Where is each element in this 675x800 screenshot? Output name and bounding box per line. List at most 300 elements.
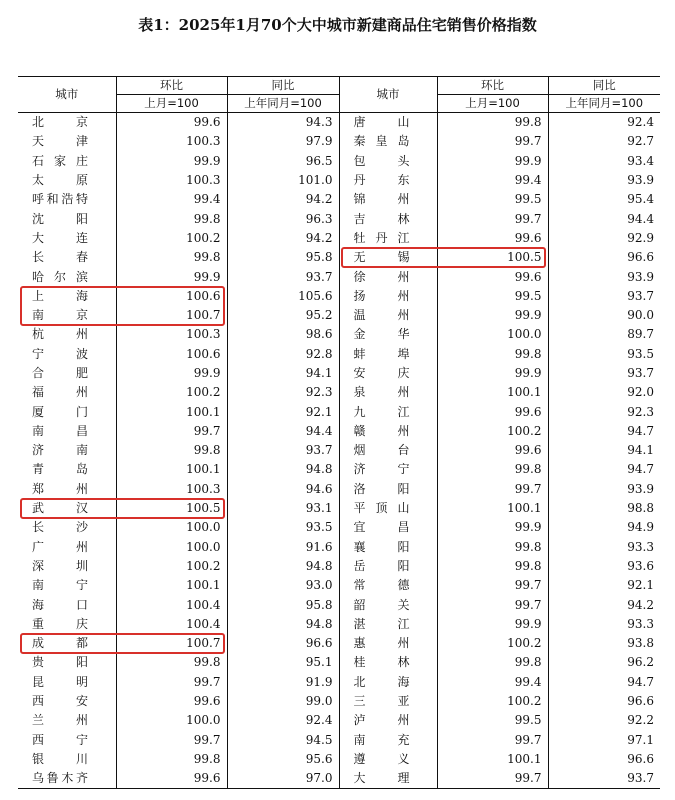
table-row bbox=[18, 615, 660, 634]
mom-right: 99.8 bbox=[437, 460, 548, 479]
mom-right: 99.5 bbox=[437, 711, 548, 730]
yoy-right: 94.4 bbox=[548, 209, 660, 228]
table-row bbox=[18, 209, 660, 228]
yoy-left: 97.9 bbox=[227, 132, 339, 151]
mom-right: 99.9 bbox=[437, 615, 548, 634]
city-right bbox=[339, 480, 437, 499]
city-right bbox=[339, 287, 437, 306]
header-yoy-base-left: 上年同月=100 bbox=[227, 95, 339, 113]
mom-left: 99.6 bbox=[116, 692, 227, 711]
mom-left: 99.8 bbox=[116, 653, 227, 672]
mom-right: 100.1 bbox=[437, 750, 548, 769]
highlight-box bbox=[341, 247, 546, 268]
yoy-left: 94.1 bbox=[227, 364, 339, 383]
city-left bbox=[18, 518, 116, 537]
table-row bbox=[18, 152, 660, 171]
city-right bbox=[339, 345, 437, 364]
city-left bbox=[18, 383, 116, 402]
city-right bbox=[339, 152, 437, 171]
city-left-text: 海口 bbox=[32, 597, 88, 612]
table-row bbox=[18, 673, 660, 692]
city-right bbox=[339, 576, 437, 595]
mom-left: 100.6 bbox=[116, 287, 227, 306]
yoy-right: 92.1 bbox=[548, 576, 660, 595]
mom-left: 99.8 bbox=[116, 441, 227, 460]
city-left-text: 上海 bbox=[32, 288, 88, 303]
yoy-left: 93.5 bbox=[227, 518, 339, 537]
city-left-text: 西安 bbox=[32, 694, 88, 709]
city-right bbox=[339, 441, 437, 460]
yoy-right: 90.0 bbox=[548, 306, 660, 325]
city-right-text: 济宁 bbox=[353, 462, 410, 477]
mom-right: 100.2 bbox=[437, 422, 548, 441]
header-yoy-base-right: 上年同月=100 bbox=[548, 95, 660, 113]
city-left bbox=[18, 557, 116, 576]
city-left-text: 西宁 bbox=[32, 732, 88, 747]
mom-right: 99.8 bbox=[437, 113, 548, 133]
city-right-text: 锦州 bbox=[353, 192, 410, 207]
city-right bbox=[339, 518, 437, 537]
city-left bbox=[18, 267, 116, 286]
yoy-left: 92.8 bbox=[227, 345, 339, 364]
city-right-text: 唐山 bbox=[353, 115, 410, 130]
city-left-text: 宁波 bbox=[32, 346, 88, 361]
mom-left: 99.9 bbox=[116, 152, 227, 171]
city-left bbox=[18, 769, 116, 789]
city-left-text: 银川 bbox=[32, 751, 88, 766]
city-left-text: 天津 bbox=[32, 134, 88, 149]
city-left-text: 南京 bbox=[32, 308, 88, 323]
city-right-text: 烟台 bbox=[353, 443, 410, 458]
city-left bbox=[18, 248, 116, 267]
table-row bbox=[18, 692, 660, 711]
table-row bbox=[18, 595, 660, 614]
city-right-text: 桂林 bbox=[353, 655, 410, 670]
yoy-right: 92.7 bbox=[548, 132, 660, 151]
city-left-text: 厦门 bbox=[32, 404, 88, 419]
city-left bbox=[18, 364, 116, 383]
mom-left: 100.7 bbox=[116, 306, 227, 325]
city-right-text: 无锡 bbox=[353, 250, 410, 265]
table-row bbox=[18, 345, 660, 364]
city-right bbox=[339, 132, 437, 151]
city-right bbox=[339, 190, 437, 209]
mom-right: 99.7 bbox=[437, 209, 548, 228]
table-row bbox=[18, 113, 660, 133]
mom-left: 99.8 bbox=[116, 750, 227, 769]
city-right bbox=[339, 499, 437, 518]
table-row bbox=[18, 480, 660, 499]
yoy-right: 89.7 bbox=[548, 325, 660, 344]
city-right-text: 丹东 bbox=[353, 173, 410, 188]
mom-right: 99.8 bbox=[437, 538, 548, 557]
table-row bbox=[18, 132, 660, 151]
city-left-text: 太原 bbox=[32, 173, 88, 188]
yoy-right: 95.4 bbox=[548, 190, 660, 209]
mom-right: 99.6 bbox=[437, 441, 548, 460]
mom-left: 99.9 bbox=[116, 364, 227, 383]
city-left-text: 成都 bbox=[32, 636, 88, 651]
yoy-right: 93.8 bbox=[548, 634, 660, 653]
city-right-text: 扬州 bbox=[353, 288, 410, 303]
city-right bbox=[339, 615, 437, 634]
mom-right: 99.9 bbox=[437, 518, 548, 537]
city-left bbox=[18, 653, 116, 672]
mom-right: 99.7 bbox=[437, 731, 548, 750]
city-left-text: 昆明 bbox=[32, 674, 88, 689]
city-left-text: 南昌 bbox=[32, 423, 88, 438]
city-right bbox=[339, 229, 437, 248]
yoy-left: 96.6 bbox=[227, 634, 339, 653]
mom-left: 100.1 bbox=[116, 402, 227, 421]
mom-right: 99.7 bbox=[437, 576, 548, 595]
city-right bbox=[339, 306, 437, 325]
yoy-right: 93.4 bbox=[548, 152, 660, 171]
city-right-text: 温州 bbox=[353, 308, 410, 323]
table-row bbox=[18, 653, 660, 672]
mom-left: 99.7 bbox=[116, 422, 227, 441]
city-right-text: 南充 bbox=[353, 732, 410, 747]
yoy-left: 93.1 bbox=[227, 499, 339, 518]
mom-right: 100.1 bbox=[437, 383, 548, 402]
city-left bbox=[18, 576, 116, 595]
city-right bbox=[339, 113, 437, 133]
city-left-text: 兰州 bbox=[32, 713, 88, 728]
city-left-text: 沈阳 bbox=[32, 211, 88, 226]
city-left bbox=[18, 673, 116, 692]
mom-right: 99.4 bbox=[437, 171, 548, 190]
table-body bbox=[18, 113, 660, 789]
mom-left: 100.0 bbox=[116, 518, 227, 537]
mom-right: 99.7 bbox=[437, 769, 548, 789]
price-index-table bbox=[18, 76, 660, 789]
table-row bbox=[18, 750, 660, 769]
city-right-text: 北海 bbox=[353, 674, 410, 689]
city-right-text: 平顶山 bbox=[353, 501, 410, 516]
city-left bbox=[18, 711, 116, 730]
mom-right: 100.2 bbox=[437, 634, 548, 653]
mom-left: 99.8 bbox=[116, 248, 227, 267]
city-left-text: 长春 bbox=[32, 250, 88, 265]
city-right bbox=[339, 460, 437, 479]
city-left-text: 武汉 bbox=[32, 501, 88, 516]
yoy-left: 95.1 bbox=[227, 653, 339, 672]
yoy-left: 92.3 bbox=[227, 383, 339, 402]
table-row bbox=[18, 557, 660, 576]
header-city-right: 城市 bbox=[339, 77, 437, 113]
city-right-text: 吉林 bbox=[353, 211, 410, 226]
city-left bbox=[18, 538, 116, 557]
table-row bbox=[18, 267, 660, 286]
city-left bbox=[18, 441, 116, 460]
mom-right: 99.5 bbox=[437, 287, 548, 306]
mom-left: 100.1 bbox=[116, 460, 227, 479]
mom-left: 99.6 bbox=[116, 769, 227, 789]
city-right bbox=[339, 711, 437, 730]
city-right-text: 九江 bbox=[353, 404, 410, 419]
yoy-right: 93.6 bbox=[548, 557, 660, 576]
city-left-text: 呼和浩特 bbox=[32, 192, 88, 207]
header-mom-base-right: 上月=100 bbox=[437, 95, 548, 113]
city-right bbox=[339, 692, 437, 711]
table-row bbox=[18, 731, 660, 750]
yoy-right: 94.9 bbox=[548, 518, 660, 537]
table-row bbox=[18, 383, 660, 402]
yoy-left: 94.5 bbox=[227, 731, 339, 750]
mom-right: 99.9 bbox=[437, 364, 548, 383]
mom-left: 100.2 bbox=[116, 229, 227, 248]
mom-left: 99.8 bbox=[116, 209, 227, 228]
table-row bbox=[18, 402, 660, 421]
yoy-left: 95.2 bbox=[227, 306, 339, 325]
yoy-right: 93.5 bbox=[548, 345, 660, 364]
mom-left: 100.0 bbox=[116, 538, 227, 557]
city-left-text: 合肥 bbox=[32, 366, 88, 380]
highlight-box bbox=[20, 633, 225, 654]
city-left-text: 青岛 bbox=[32, 462, 88, 477]
city-right-text: 蚌埠 bbox=[353, 346, 410, 361]
mom-right: 99.8 bbox=[437, 557, 548, 576]
city-right bbox=[339, 209, 437, 228]
yoy-right: 94.2 bbox=[548, 595, 660, 614]
yoy-right: 96.6 bbox=[548, 692, 660, 711]
mom-right: 100.2 bbox=[437, 692, 548, 711]
city-left-text: 长沙 bbox=[32, 520, 88, 535]
yoy-right: 93.9 bbox=[548, 267, 660, 286]
header-yoy-left: 同比 bbox=[227, 77, 339, 95]
yoy-left: 94.4 bbox=[227, 422, 339, 441]
yoy-left: 92.4 bbox=[227, 711, 339, 730]
yoy-right: 92.3 bbox=[548, 402, 660, 421]
yoy-left: 96.5 bbox=[227, 152, 339, 171]
city-left-text: 深圳 bbox=[32, 558, 88, 573]
city-left bbox=[18, 402, 116, 421]
mom-right: 99.7 bbox=[437, 132, 548, 151]
city-right-text: 韶关 bbox=[353, 597, 410, 612]
city-right bbox=[339, 731, 437, 750]
table-row bbox=[18, 190, 660, 209]
city-left bbox=[18, 750, 116, 769]
yoy-left: 91.6 bbox=[227, 538, 339, 557]
mom-left: 100.0 bbox=[116, 711, 227, 730]
city-right-text: 岳阳 bbox=[353, 558, 410, 573]
city-left-text: 南宁 bbox=[32, 578, 88, 593]
yoy-right: 96.6 bbox=[548, 750, 660, 769]
yoy-right: 97.1 bbox=[548, 731, 660, 750]
city-right-text: 遵义 bbox=[353, 751, 410, 766]
city-left bbox=[18, 595, 116, 614]
table-row bbox=[18, 460, 660, 479]
table-row bbox=[18, 769, 660, 789]
yoy-right: 98.8 bbox=[548, 499, 660, 518]
mom-right: 100.0 bbox=[437, 325, 548, 344]
city-left-text: 哈尔滨 bbox=[32, 269, 88, 284]
yoy-left: 94.8 bbox=[227, 615, 339, 634]
yoy-left: 97.0 bbox=[227, 769, 339, 789]
highlight-box bbox=[20, 498, 225, 519]
city-right bbox=[339, 750, 437, 769]
mom-left: 100.3 bbox=[116, 132, 227, 151]
city-right bbox=[339, 653, 437, 672]
city-left bbox=[18, 345, 116, 364]
yoy-left: 94.2 bbox=[227, 190, 339, 209]
yoy-right: 92.9 bbox=[548, 229, 660, 248]
mom-left: 100.2 bbox=[116, 383, 227, 402]
table-row bbox=[18, 441, 660, 460]
city-right-text: 金华 bbox=[353, 327, 410, 342]
table-row bbox=[18, 518, 660, 537]
highlight-box bbox=[20, 286, 225, 327]
yoy-left: 94.2 bbox=[227, 229, 339, 248]
city-left bbox=[18, 190, 116, 209]
city-right bbox=[339, 171, 437, 190]
city-right-text: 洛阳 bbox=[353, 481, 410, 496]
city-left-text: 济南 bbox=[32, 443, 88, 458]
mom-right: 99.4 bbox=[437, 673, 548, 692]
table-title: 表1：2025年1月70个大中城市新建商品住宅销售价格指数 bbox=[138, 16, 537, 34]
header-mom-left: 环比 bbox=[116, 77, 227, 95]
yoy-left: 92.1 bbox=[227, 402, 339, 421]
yoy-right: 94.1 bbox=[548, 441, 660, 460]
city-left-text: 大连 bbox=[32, 230, 88, 245]
yoy-right: 92.0 bbox=[548, 383, 660, 402]
table-row bbox=[18, 576, 660, 595]
city-right-text: 湛江 bbox=[353, 616, 410, 631]
city-right-text: 牡丹江 bbox=[353, 230, 410, 245]
table-row bbox=[18, 229, 660, 248]
header-city-left: 城市 bbox=[18, 77, 116, 113]
yoy-right: 96.2 bbox=[548, 653, 660, 672]
city-right-text: 宜昌 bbox=[353, 520, 410, 535]
city-right bbox=[339, 402, 437, 421]
yoy-right: 94.7 bbox=[548, 460, 660, 479]
city-left-text: 乌鲁木齐 bbox=[32, 771, 88, 786]
yoy-right: 96.6 bbox=[548, 248, 660, 267]
yoy-right: 93.7 bbox=[548, 287, 660, 306]
city-right bbox=[339, 595, 437, 614]
mom-left: 99.7 bbox=[116, 673, 227, 692]
table-row bbox=[18, 325, 660, 344]
city-right-text: 襄阳 bbox=[353, 539, 410, 554]
city-left bbox=[18, 132, 116, 151]
city-right bbox=[339, 267, 437, 286]
yoy-left: 93.7 bbox=[227, 267, 339, 286]
yoy-right: 92.4 bbox=[548, 113, 660, 133]
city-right bbox=[339, 673, 437, 692]
mom-left: 99.6 bbox=[116, 113, 227, 133]
city-left-text: 福州 bbox=[32, 385, 88, 400]
yoy-right: 93.7 bbox=[548, 364, 660, 383]
city-left bbox=[18, 731, 116, 750]
mom-right: 99.5 bbox=[437, 190, 548, 209]
table-row bbox=[18, 538, 660, 557]
city-right bbox=[339, 769, 437, 789]
city-right-text: 安庆 bbox=[353, 366, 410, 380]
city-left bbox=[18, 171, 116, 190]
city-right bbox=[339, 383, 437, 402]
yoy-left: 93.0 bbox=[227, 576, 339, 595]
mom-left: 100.7 bbox=[116, 634, 227, 653]
table-row bbox=[18, 364, 660, 383]
yoy-left: 91.9 bbox=[227, 673, 339, 692]
city-right-text: 泉州 bbox=[353, 385, 410, 400]
yoy-left: 93.7 bbox=[227, 441, 339, 460]
header-yoy-right: 同比 bbox=[548, 77, 660, 95]
city-right bbox=[339, 422, 437, 441]
mom-left: 100.3 bbox=[116, 171, 227, 190]
city-left bbox=[18, 152, 116, 171]
header-mom-base-left: 上月=100 bbox=[116, 95, 227, 113]
mom-right: 99.7 bbox=[437, 595, 548, 614]
mom-left: 100.2 bbox=[116, 557, 227, 576]
yoy-left: 94.8 bbox=[227, 460, 339, 479]
city-left bbox=[18, 615, 116, 634]
mom-right: 99.6 bbox=[437, 267, 548, 286]
mom-left: 99.7 bbox=[116, 731, 227, 750]
yoy-left: 95.8 bbox=[227, 248, 339, 267]
city-right-text: 惠州 bbox=[353, 636, 410, 651]
mom-right: 99.6 bbox=[437, 402, 548, 421]
city-left-text: 北京 bbox=[32, 115, 88, 130]
city-left bbox=[18, 480, 116, 499]
city-right-text: 常德 bbox=[353, 578, 410, 593]
yoy-left: 95.6 bbox=[227, 750, 339, 769]
mom-right: 99.8 bbox=[437, 653, 548, 672]
mom-left: 100.4 bbox=[116, 615, 227, 634]
city-right bbox=[339, 557, 437, 576]
mom-left: 100.6 bbox=[116, 345, 227, 364]
city-left bbox=[18, 209, 116, 228]
city-right-text: 泸州 bbox=[353, 713, 410, 728]
mom-left: 100.5 bbox=[116, 499, 227, 518]
mom-right: 99.9 bbox=[437, 306, 548, 325]
header-mom-right: 环比 bbox=[437, 77, 548, 95]
city-left-text: 郑州 bbox=[32, 481, 88, 496]
yoy-left: 99.0 bbox=[227, 692, 339, 711]
city-left-text: 广州 bbox=[32, 539, 88, 554]
yoy-right: 92.2 bbox=[548, 711, 660, 730]
yoy-right: 93.3 bbox=[548, 538, 660, 557]
yoy-right: 94.7 bbox=[548, 422, 660, 441]
city-left bbox=[18, 229, 116, 248]
city-left bbox=[18, 692, 116, 711]
yoy-left: 101.0 bbox=[227, 171, 339, 190]
mom-right: 99.7 bbox=[437, 480, 548, 499]
mom-left: 100.3 bbox=[116, 480, 227, 499]
mom-right: 99.6 bbox=[437, 229, 548, 248]
city-left-text: 杭州 bbox=[32, 327, 88, 342]
city-right bbox=[339, 634, 437, 653]
city-right-text: 秦皇岛 bbox=[353, 134, 410, 149]
mom-left: 99.4 bbox=[116, 190, 227, 209]
mom-left: 100.3 bbox=[116, 325, 227, 344]
mom-right: 100.1 bbox=[437, 499, 548, 518]
yoy-right: 93.3 bbox=[548, 615, 660, 634]
city-left bbox=[18, 460, 116, 479]
mom-left: 100.1 bbox=[116, 576, 227, 595]
mom-left: 99.9 bbox=[116, 267, 227, 286]
city-right-text: 大理 bbox=[353, 771, 410, 786]
yoy-left: 95.8 bbox=[227, 595, 339, 614]
city-right-text: 赣州 bbox=[353, 423, 410, 438]
city-left-text: 石家庄 bbox=[32, 153, 88, 168]
city-right bbox=[339, 538, 437, 557]
city-right-text: 包头 bbox=[353, 153, 410, 168]
mom-right: 99.9 bbox=[437, 152, 548, 171]
yoy-right: 94.7 bbox=[548, 673, 660, 692]
city-right-text: 三亚 bbox=[353, 694, 410, 709]
yoy-left: 98.6 bbox=[227, 325, 339, 344]
